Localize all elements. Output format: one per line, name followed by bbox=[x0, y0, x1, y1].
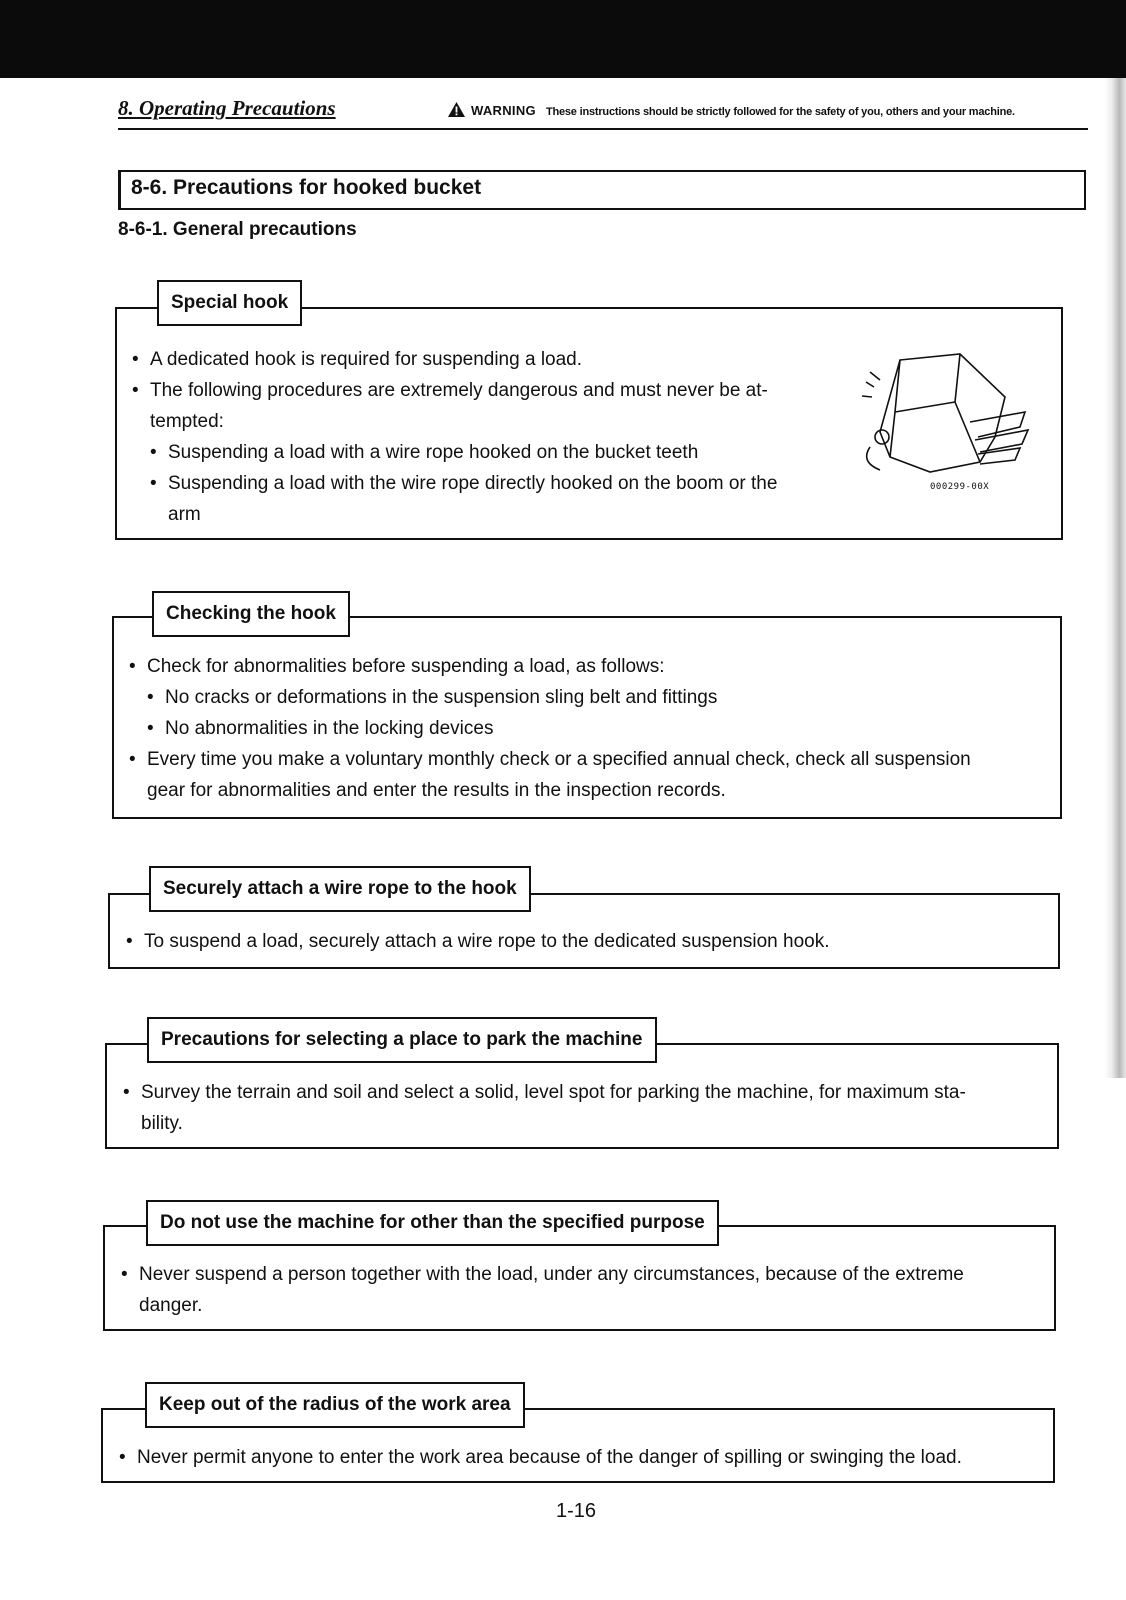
scan-top-band bbox=[0, 0, 1126, 78]
list-item: • The following procedures are extremely dangerous and must never be at- tempted: bbox=[130, 375, 777, 437]
list-item: • Survey the terrain and soil and select a solid, level spot for parking the machine, for maximum sta- bility. bbox=[121, 1077, 966, 1139]
parking-tab: Precautions for selecting a place to park the machine bbox=[147, 1017, 657, 1063]
special-hook-tab: Special hook bbox=[157, 280, 302, 326]
warning-banner bbox=[448, 102, 1015, 120]
list-item: • A dedicated hook is required for suspending a load. bbox=[130, 344, 777, 375]
work-area-list bbox=[117, 1442, 962, 1473]
list-item: • No cracks or deformations in the suspension sling belt and fittings bbox=[145, 682, 971, 713]
purpose-list bbox=[119, 1259, 964, 1321]
chapter-title: 8. Operating Precautions bbox=[118, 96, 336, 120]
bucket-illustration bbox=[860, 352, 1040, 502]
attach-rope-tab: Securely attach a wire rope to the hook bbox=[149, 866, 531, 912]
checking-hook-tab: Checking the hook bbox=[152, 591, 350, 637]
checking-hook-list bbox=[127, 651, 971, 806]
page-header bbox=[118, 96, 1088, 130]
subsection-title: 8-6-1. General precautions bbox=[118, 219, 357, 240]
section-title: 8-6. Precautions for hooked bucket bbox=[118, 170, 1086, 210]
figure-code: 000299-00X bbox=[930, 482, 990, 492]
list-item: • To suspend a load, securely attach a wire rope to the dedicated suspension hook. bbox=[124, 926, 830, 957]
warning-triangle-icon bbox=[448, 102, 465, 120]
warning-label: WARNING bbox=[471, 103, 536, 118]
special-hook-list bbox=[130, 344, 777, 530]
purpose-tab: Do not use the machine for other than the specified purpose bbox=[146, 1200, 719, 1246]
warning-text: These instructions should be strictly followed for the safety of you, others and your machine. bbox=[545, 106, 1015, 118]
parking-list bbox=[121, 1077, 966, 1139]
list-item: • Suspending a load with a wire rope hooked on the bucket teeth bbox=[148, 437, 777, 468]
list-item: • No abnormalities in the locking devices bbox=[145, 713, 971, 744]
work-area-tab: Keep out of the radius of the work area bbox=[145, 1382, 525, 1428]
scan-binding-edge bbox=[1104, 78, 1126, 1078]
list-item: • Never suspend a person together with the load, under any circumstances, because of the extreme danger. bbox=[119, 1259, 964, 1321]
list-item: • Every time you make a voluntary monthly check or a specified annual check, check all suspension gear for abnormalities and enter the results in the inspection records. bbox=[127, 744, 971, 806]
attach-rope-list bbox=[124, 926, 830, 957]
list-item: • Suspending a load with the wire rope directly hooked on the boom or the arm bbox=[148, 468, 777, 530]
list-item: • Check for abnormalities before suspending a load, as follows: bbox=[127, 651, 971, 682]
list-item: • Never permit anyone to enter the work area because of the danger of spilling or swinging the load. bbox=[117, 1442, 962, 1473]
page-number: 1-16 bbox=[556, 1500, 597, 1522]
